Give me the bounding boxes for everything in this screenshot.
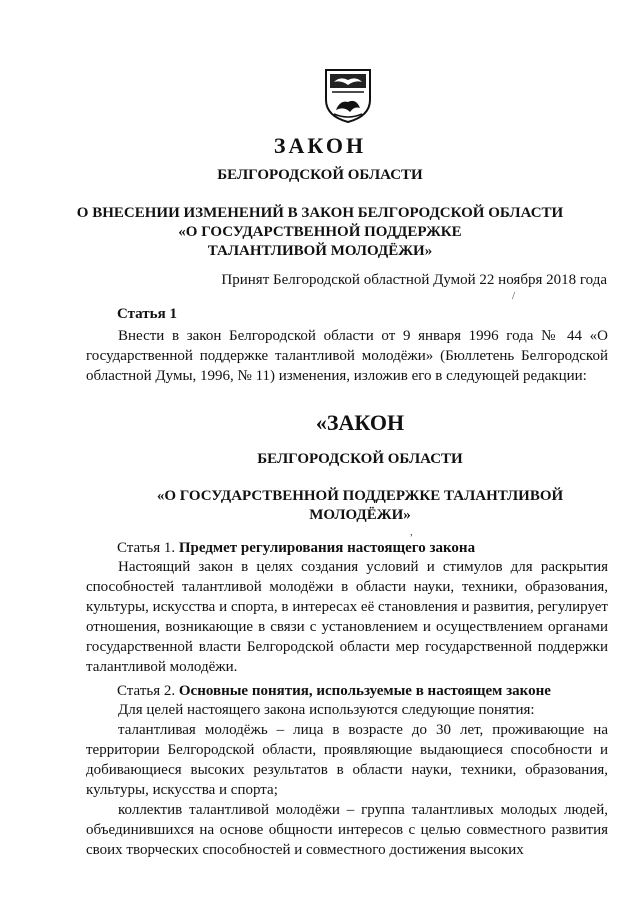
quoted-article-1-heading (117, 540, 475, 557)
quoted-article-1-text: Настоящий закон в целях создания условий и стимулов для раскрытия способностей талантливой молодёжи в области науки, техники, образования, культуры, искусства и спорта, в интересах её становления и развития, регулирует отношения, возникающие в связи с установлением и осуществлением органами государственной власти Белгородской области мер государственной поддержки талантливой молодёжи. (86, 559, 608, 675)
article-title: Предмет регулирования настоящего закона (178, 540, 476, 556)
article-1-text: Внести в закон Белгородской области от 9 января 1996 года № 44 «О государственной поддержке талантливой молодёжи» (Бюллетень Белгородской областной Думы, 1996, № 11) изменения, изложив его в следующей редакции: (86, 328, 608, 384)
article-1-heading: Статья 1 (117, 306, 177, 322)
quoted-subject-line: МОЛОДЁЖИ» (309, 507, 411, 523)
quoted-law-subject (0, 487, 640, 525)
quoted-article-2-intro: Для целей настоящего закона используются следующие понятия: (118, 702, 535, 718)
quoted-article-2-heading (117, 683, 551, 700)
definition-talented-youth: талантливая молодёжь – лица в возрасте до 30 лет, проживающие на территории Белгородской области, проявляющие выдающиеся способности и добивающиеся высоких результатов в области науки, техники, образования, культуры, искусства и спорта; (86, 722, 608, 798)
adoption-date: Принят Белгородской областной Думой 22 ноября 2018 года (221, 272, 607, 288)
quoted-subject-line: «О ГОСУДАРСТВЕННОЙ ПОДДЕРЖКЕ ТАЛАНТЛИВОЙ (156, 488, 564, 504)
law-subject-line: «О ГОСУДАРСТВЕННОЙ ПОДДЕРЖКЕ (178, 224, 462, 240)
quoted-region-title: БЕЛГОРОДСКОЙ ОБЛАСТИ (257, 451, 463, 467)
law-subject-line: О ВНЕСЕНИИ ИЗМЕНЕНИЙ В ЗАКОН БЕЛГОРОДСКОЙ ОБЛАСТИ (76, 205, 564, 221)
coat-of-arms-icon (322, 66, 374, 124)
pen-mark: / (512, 290, 516, 302)
region-title: БЕЛГОРОДСКОЙ ОБЛАСТИ (217, 167, 423, 183)
law-title: ЗАКОН (273, 133, 367, 158)
quoted-law-title: «ЗАКОН (315, 410, 405, 435)
article-title: Основные понятия, используемые в настоящем законе (178, 683, 551, 699)
law-subject-line: ТАЛАНТЛИВОЙ МОЛОДЁЖИ» (207, 243, 433, 259)
law-subject (0, 204, 640, 261)
definition-youth-collective: коллектив талантливой молодёжи – группа талантливых молодых людей, объединившихся на основе общности интересов с целью совместного развития своих творческих способностей и совместного достижения высоких (86, 802, 608, 858)
pen-mark: , (410, 526, 413, 538)
article-number: Статья 2. (117, 683, 179, 699)
article-number: Статья 1. (117, 540, 179, 556)
